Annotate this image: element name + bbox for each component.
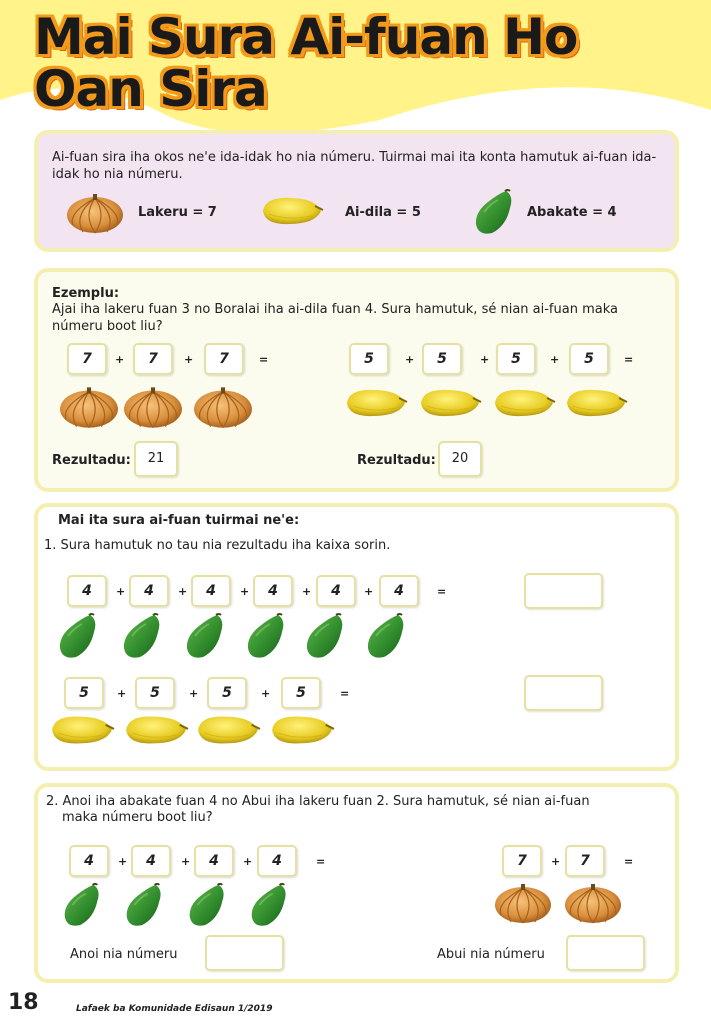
example-heading: Ezemplu:: [52, 286, 120, 301]
ex2-left-box-3: 4: [194, 845, 234, 877]
ex1-row2-box-2: 5: [135, 677, 175, 709]
avocado-icon: [247, 882, 291, 928]
result-label-left: Rezultadu:: [52, 453, 131, 468]
papaya-icon: [562, 386, 630, 420]
exercise2-question-line2: maka númeru boot liu?: [62, 810, 213, 825]
ex2-right-box-1: 7: [502, 845, 542, 877]
papaya-icon: [490, 386, 558, 420]
plus-sign: +: [116, 585, 126, 598]
ex2-right-box-2: 7: [565, 845, 605, 877]
example-right-box-1: 5: [349, 343, 389, 375]
plus-sign: +: [189, 687, 199, 700]
avocado-icon: [183, 612, 227, 660]
plus-sign: +: [115, 353, 125, 366]
ex1-row1-box-2: 4: [129, 575, 169, 607]
anoi-number-label: Anoi nia númeru: [70, 947, 178, 962]
example-text: Ajai iha lakeru fuan 3 no Boralai iha ai-dila fuan 4. Sura hamutuk, sé nian ai-fuan maka númeru boot liu?: [52, 302, 618, 334]
exercise1-heading: Mai ita sura ai-fuan tuirmai ne'e:: [58, 513, 300, 528]
example-left-box-3: 7: [204, 343, 244, 375]
equals-sign: =: [624, 353, 634, 366]
page-title: Mai Sura Ai-fuan Ho: [34, 8, 578, 66]
ex1-row1-answer-box[interactable]: [524, 573, 603, 609]
papaya-icon: [268, 712, 336, 748]
pumpkin-icon: [58, 384, 120, 430]
plus-sign: +: [117, 687, 127, 700]
ex2-left-box-2: 4: [131, 845, 171, 877]
plus-sign: +: [184, 353, 194, 366]
ex1-row2-answer-box[interactable]: [524, 675, 603, 711]
ex1-row2-box-4: 5: [281, 677, 321, 709]
papaya-icon: [416, 386, 484, 420]
page-number: 18: [8, 990, 39, 1015]
plus-sign: +: [181, 855, 191, 868]
abui-answer-box[interactable]: [566, 935, 645, 971]
exercise1-question: 1. Sura hamutuk no tau nia rezultadu iha kaixa sorin.: [44, 538, 391, 553]
pumpkin-icon: [493, 880, 553, 926]
papaya-icon: [194, 712, 262, 748]
avocado-icon: [60, 882, 104, 928]
avocado-icon: [472, 188, 516, 236]
avocado-icon: [364, 612, 408, 660]
example-left-box-1: 7: [67, 343, 107, 375]
intro-text: Ai-fuan sira iha okos ne'e ida-idak ho nia númeru. Tuirmai mai ita konta hamutuk ai-fuan ida-idak ho nia númeru.: [52, 150, 657, 182]
papaya-icon: [342, 386, 410, 420]
avocado-icon: [244, 612, 288, 660]
abui-number-label: Abui nia númeru: [437, 947, 545, 962]
equals-sign: =: [259, 353, 269, 366]
plus-sign: +: [550, 353, 560, 366]
example-right-box-4: 5: [569, 343, 609, 375]
equals-sign: =: [340, 687, 350, 700]
papaya-icon: [48, 712, 116, 748]
ex1-row2-box-3: 5: [207, 677, 247, 709]
equals-sign: =: [624, 855, 634, 868]
plus-sign: +: [302, 585, 312, 598]
plus-sign: +: [240, 585, 250, 598]
page-title-line2: Oan Sira: [34, 60, 267, 118]
plus-sign: +: [243, 855, 253, 868]
equals-sign: =: [437, 585, 447, 598]
plus-sign: +: [178, 585, 188, 598]
avocado-icon: [120, 612, 164, 660]
ex1-row1-box-5: 4: [316, 575, 356, 607]
papaya-icon: [258, 194, 326, 228]
result-box-left: 21: [134, 441, 178, 477]
plus-sign: +: [405, 353, 415, 366]
avocado-icon: [303, 612, 347, 660]
exercise2-question-line1: 2. Anoi iha abakate fuan 4 no Abui iha lakeru fuan 2. Sura hamutuk, sé nian ai-fuan: [46, 794, 590, 809]
equals-sign: =: [316, 855, 326, 868]
plus-sign: +: [364, 585, 374, 598]
ex1-row1-box-3: 4: [191, 575, 231, 607]
example-left-box-2: 7: [133, 343, 173, 375]
ex1-row1-box-1: 4: [67, 575, 107, 607]
ex1-row2-box-1: 5: [64, 677, 104, 709]
avocado-icon: [56, 612, 100, 660]
legend-avocado-label: Abakate = 4: [527, 205, 617, 220]
avocado-icon: [185, 882, 229, 928]
result-label-right: Rezultadu:: [357, 453, 436, 468]
legend-pumpkin-label: Lakeru = 7: [138, 205, 217, 220]
result-box-right: 20: [438, 441, 482, 477]
ex1-row1-box-6: 4: [379, 575, 419, 607]
plus-sign: +: [118, 855, 128, 868]
example-right-box-3: 5: [496, 343, 536, 375]
footer-text: Lafaek ba Komunidade Edisaun 1/2019: [76, 1004, 273, 1014]
pumpkin-icon: [563, 880, 623, 926]
pumpkin-icon: [64, 191, 126, 235]
legend-papaya-label: Ai-dila = 5: [345, 205, 421, 220]
ex2-left-box-1: 4: [69, 845, 109, 877]
plus-sign: +: [480, 353, 490, 366]
ex1-row1-box-4: 4: [253, 575, 293, 607]
papaya-icon: [122, 712, 190, 748]
pumpkin-icon: [122, 384, 184, 430]
pumpkin-icon: [192, 384, 254, 430]
plus-sign: +: [261, 687, 271, 700]
avocado-icon: [122, 882, 166, 928]
example-right-box-2: 5: [422, 343, 462, 375]
ex2-left-box-4: 4: [257, 845, 297, 877]
plus-sign: +: [551, 855, 561, 868]
anoi-answer-box[interactable]: [205, 935, 284, 971]
